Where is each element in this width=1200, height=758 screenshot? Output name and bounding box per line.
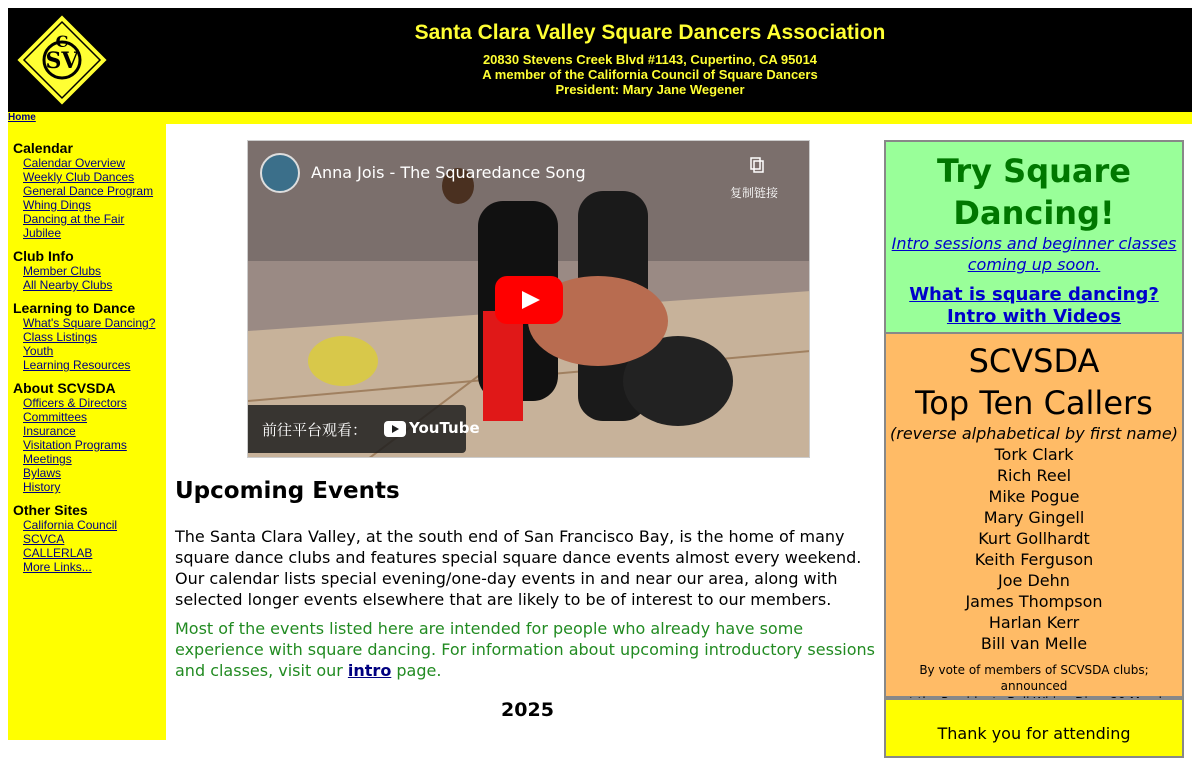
sidebar-link[interactable]: Member Clubs xyxy=(23,264,102,278)
callers-title-line1: SCVSDA xyxy=(968,342,1100,380)
watch-on-youtube-button[interactable] xyxy=(248,405,480,453)
try-title xyxy=(886,150,1182,234)
callers-title-line2: Top Ten Callers xyxy=(915,384,1153,422)
caller-name: Tork Clark xyxy=(994,445,1074,464)
sidebar-link[interactable]: Whing Dings xyxy=(23,198,92,212)
sidebar-link[interactable]: Dancing at the Fair xyxy=(23,212,125,226)
sidebar-link[interactable]: More Links... xyxy=(23,560,92,574)
caller-name: Mary Gingell xyxy=(983,508,1085,527)
caller-name: Keith Ferguson xyxy=(974,550,1094,569)
try-title-line2: Dancing! xyxy=(953,194,1115,232)
thanks-text: Thank you for attending xyxy=(937,724,1131,743)
sidebar-link[interactable]: Weekly Club Dances xyxy=(23,170,135,184)
what-is-square-dancing-link[interactable]: What is square dancing? xyxy=(909,284,1159,305)
sidebar-link[interactable]: Officers & Directors xyxy=(23,396,127,410)
home-link[interactable]: Home xyxy=(8,112,36,123)
sidebar-calendar-links xyxy=(23,156,153,240)
sidebar-link[interactable]: What's Square Dancing? xyxy=(23,316,156,330)
sidebar-nav xyxy=(8,124,166,740)
sidebar-link[interactable]: General Dance Program xyxy=(23,184,154,198)
sidebar-link[interactable]: All Nearby Clubs xyxy=(23,278,113,292)
main-content xyxy=(175,476,880,721)
copy-link-label[interactable]: 复制链接 xyxy=(730,186,779,200)
try-title-line1: Try Square xyxy=(937,152,1131,190)
watch-on-label: 前往平台观看： xyxy=(262,421,368,439)
caller-name: Joe Dehn xyxy=(998,571,1070,590)
callers-title xyxy=(886,340,1182,424)
sidebar-about-links xyxy=(23,396,127,494)
header-member: A member of the California Council of Square Dancers xyxy=(482,67,818,82)
sidebar-link[interactable]: CALLERLAB xyxy=(23,546,93,560)
youtube-wordmark: YouTube xyxy=(409,419,480,437)
youtube-icon xyxy=(384,421,406,437)
caller-name: Bill van Melle xyxy=(980,634,1088,653)
sidebar-link[interactable]: Bylaws xyxy=(23,466,62,480)
channel-avatar-icon[interactable] xyxy=(260,153,300,193)
sidebar-learning-links xyxy=(23,316,155,372)
top-ten-callers-box xyxy=(884,332,1184,698)
experience-note xyxy=(175,618,880,681)
experience-note-text: Most of the events listed here are intended for people who already have some experience with square dancing. For information about upcoming introductory sessions and classes, visit our xyxy=(175,619,875,680)
header-president: President: Mary Jane Wegener xyxy=(555,82,745,97)
caller-name: Kurt Gollhardt xyxy=(978,529,1090,548)
sidebar-link[interactable]: Meetings xyxy=(23,452,72,466)
callers-subtitle: (reverse alphabetical by first name) xyxy=(890,424,1178,443)
sidebar-section-learning: Learning to Dance xyxy=(13,300,136,316)
intro-page-link[interactable]: intro xyxy=(347,661,392,680)
sidebar-section-club-info: Club Info xyxy=(13,248,74,264)
scvsda-logo[interactable] xyxy=(14,12,110,108)
caller-name: James Thompson xyxy=(965,592,1103,611)
svg-text:C: C xyxy=(55,32,69,51)
site-header xyxy=(8,8,1192,112)
home-bar xyxy=(8,112,1192,124)
header-address: 20830 Stevens Creek Blvd #1143, Cupertino, CA 95014 xyxy=(482,52,818,67)
video-title[interactable]: Anna Jois - The Squaredance Song xyxy=(311,163,586,182)
caller-name: Rich Reel xyxy=(996,466,1072,485)
site-title: Santa Clara Valley Square Dancers Association xyxy=(414,21,886,44)
sidebar-link[interactable]: Visitation Programs xyxy=(23,438,127,452)
callers-list xyxy=(886,444,1182,654)
sidebar-link[interactable]: Committees xyxy=(23,410,88,424)
sidebar-club-links xyxy=(23,264,112,292)
what-is-square-dancing-links xyxy=(886,284,1182,328)
sidebar-section-other-sites: Other Sites xyxy=(13,502,88,518)
thanks-box xyxy=(884,698,1184,758)
sidebar-link[interactable]: Class Listings xyxy=(23,330,98,344)
caller-name: Harlan Kerr xyxy=(988,613,1080,632)
intro-sessions-link[interactable] xyxy=(886,233,1182,275)
sidebar-link[interactable]: California Council xyxy=(23,518,118,532)
try-square-dancing-box xyxy=(884,140,1184,334)
sidebar-other-links xyxy=(23,518,117,574)
sidebar-link[interactable]: Insurance xyxy=(23,424,76,438)
copy-link-icon[interactable] xyxy=(750,157,764,173)
sidebar-link[interactable]: Learning Resources xyxy=(23,358,131,372)
youtube-video-embed[interactable] xyxy=(247,140,810,458)
callers-note-line1: By vote of members of SCVSDA clubs; announced xyxy=(919,663,1149,693)
sidebar-link[interactable]: History xyxy=(23,480,61,494)
sidebar-link[interactable]: Jubilee xyxy=(23,226,62,240)
header-text xyxy=(118,20,1182,97)
play-button-icon[interactable] xyxy=(495,276,563,324)
caller-name: Mike Pogue xyxy=(988,487,1080,506)
sidebar-section-calendar: Calendar xyxy=(13,140,73,156)
year-heading: 2025 xyxy=(501,699,554,721)
intro-videos-link[interactable]: Intro with Videos xyxy=(946,306,1122,327)
intro-sessions-line1[interactable]: Intro sessions and beginner classes xyxy=(891,234,1177,253)
svg-text:SV: SV xyxy=(45,48,79,74)
sidebar-section-about: About SCVSDA xyxy=(13,380,116,396)
experience-note-end: page. xyxy=(391,661,442,680)
sidebar-link[interactable]: Calendar Overview xyxy=(23,156,126,170)
intro-sessions-line2[interactable]: coming up soon. xyxy=(967,255,1101,274)
sidebar-link[interactable]: SCVCA xyxy=(23,532,65,546)
intro-paragraph: The Santa Clara Valley, at the south end of San Francisco Bay, is the home of many square dance clubs and features special square dance events almost every weekend. Our calendar lists special evening/one-day events in and near our area, along with selected longer events elsewhere that are likely to be of interest to our members. xyxy=(175,527,862,609)
upcoming-events-heading: Upcoming Events xyxy=(175,478,400,504)
sidebar-link[interactable]: Youth xyxy=(23,344,54,358)
